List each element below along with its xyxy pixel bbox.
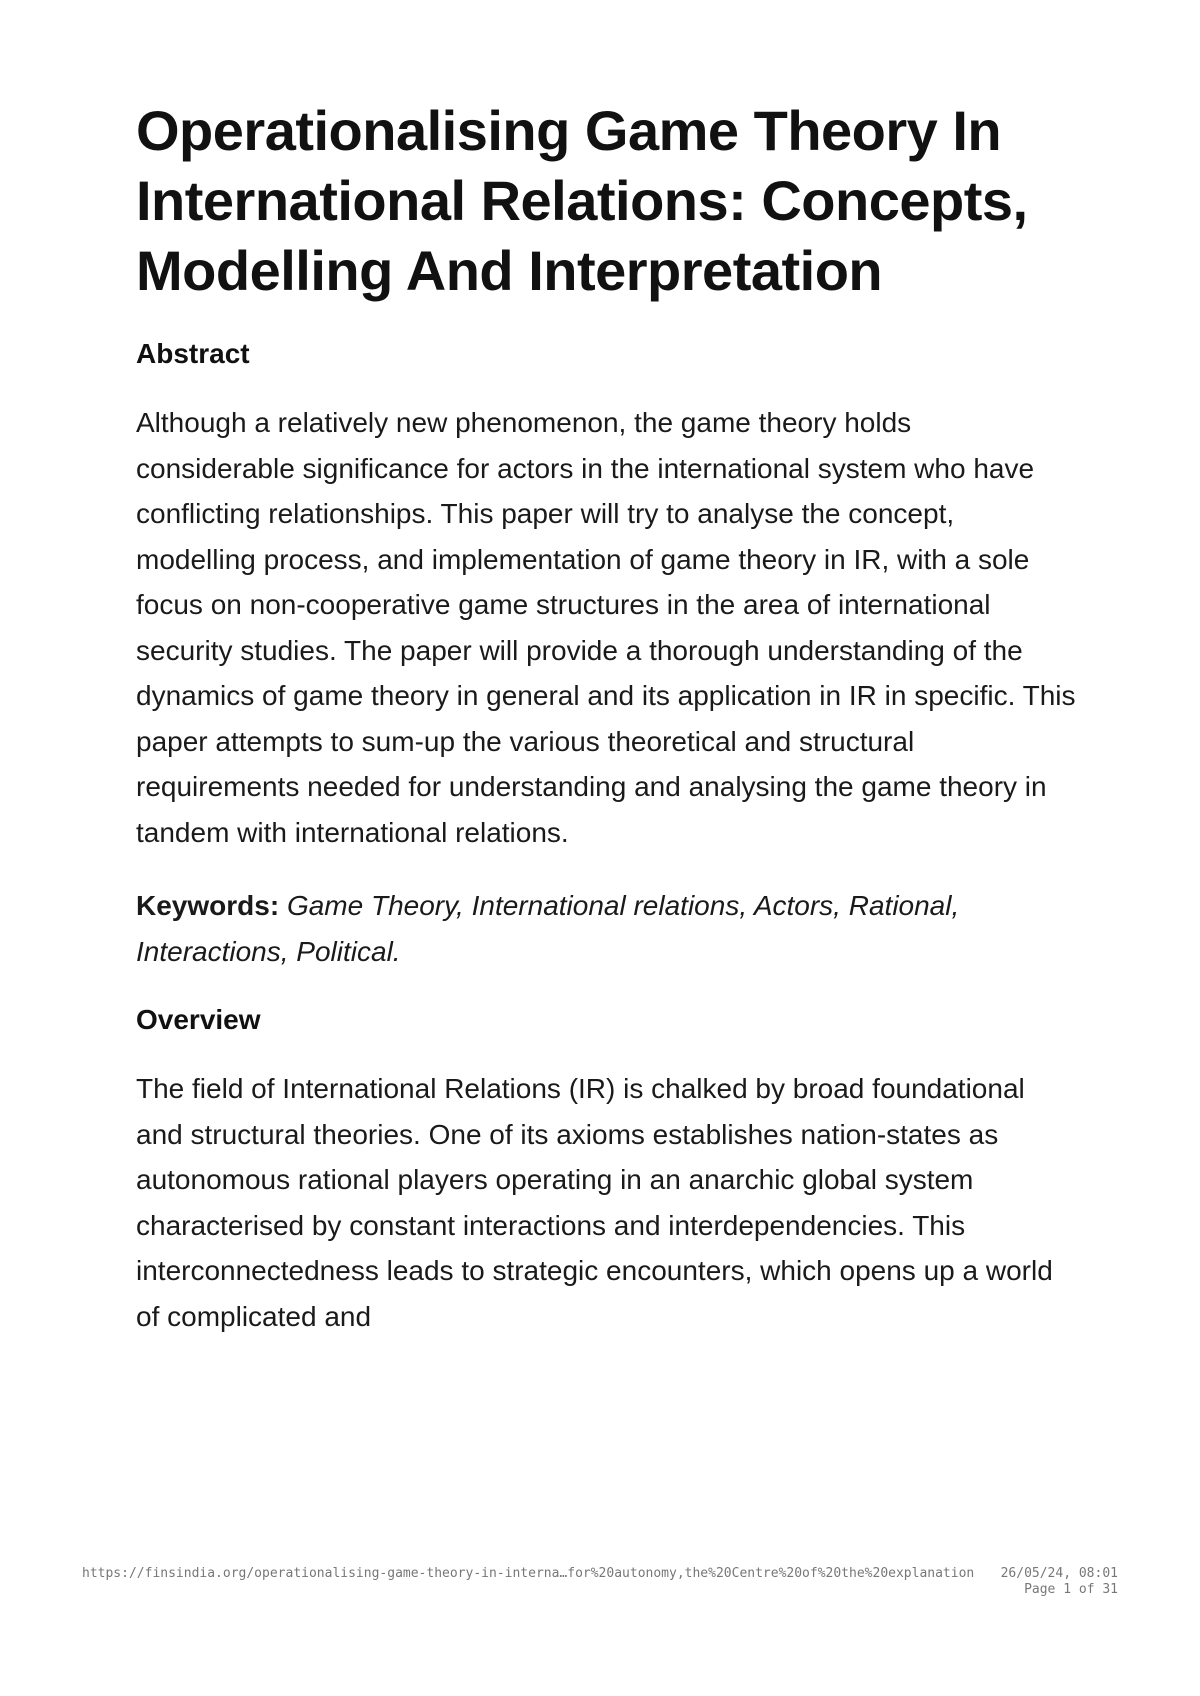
footer-url: https://finsindia.org/operationalising-game-theory-in-interna…for%20autonomy,the%20Centre%20of%20the%20explanation xyxy=(82,1566,975,1581)
overview-paragraph: The field of International Relations (IR) is chalked by broad foundational and structural theories. One of its axioms establishes nation-states as autonomous rational players operating in an anarchic global system characterised by constant interactions and interdependencies. This interconnectedness leads to strategic encounters, which opens up a world of complicated and xyxy=(136,1073,1053,1332)
footer-datetime: 26/05/24, 08:01 xyxy=(1000,1566,1118,1581)
document-page xyxy=(136,96,1076,1367)
keywords-line xyxy=(136,883,1076,974)
abstract-heading: Abstract xyxy=(136,338,250,369)
footer-meta xyxy=(1001,1566,1118,1598)
overview-heading: Overview xyxy=(136,1004,261,1035)
document-title: Operationalising Game Theory In International Relations: Concepts, Modelling And Interpretation xyxy=(136,99,1028,302)
abstract-paragraph: Although a relatively new phenomenon, the game theory holds considerable significance for actors in the international system who have conflicting relationships. This paper will try to analyse the concept, modelling process, and implementation of game theory in IR, with a sole focus on non-cooperative game structures in the area of international security studies. The paper will provide a thorough understanding of the dynamics of game theory in general and its application in IR in specific. This paper attempts to sum-up the various theoretical and structural requirements needed for understanding and analysing the game theory in tandem with international relations. xyxy=(136,407,1076,848)
footer-page-number: Page 1 of 31 xyxy=(1024,1582,1118,1597)
keywords-list: Game Theory, International relations, Actors, Rational, Interactions, Political. xyxy=(136,890,960,967)
keywords-label: Keywords: xyxy=(136,890,280,921)
